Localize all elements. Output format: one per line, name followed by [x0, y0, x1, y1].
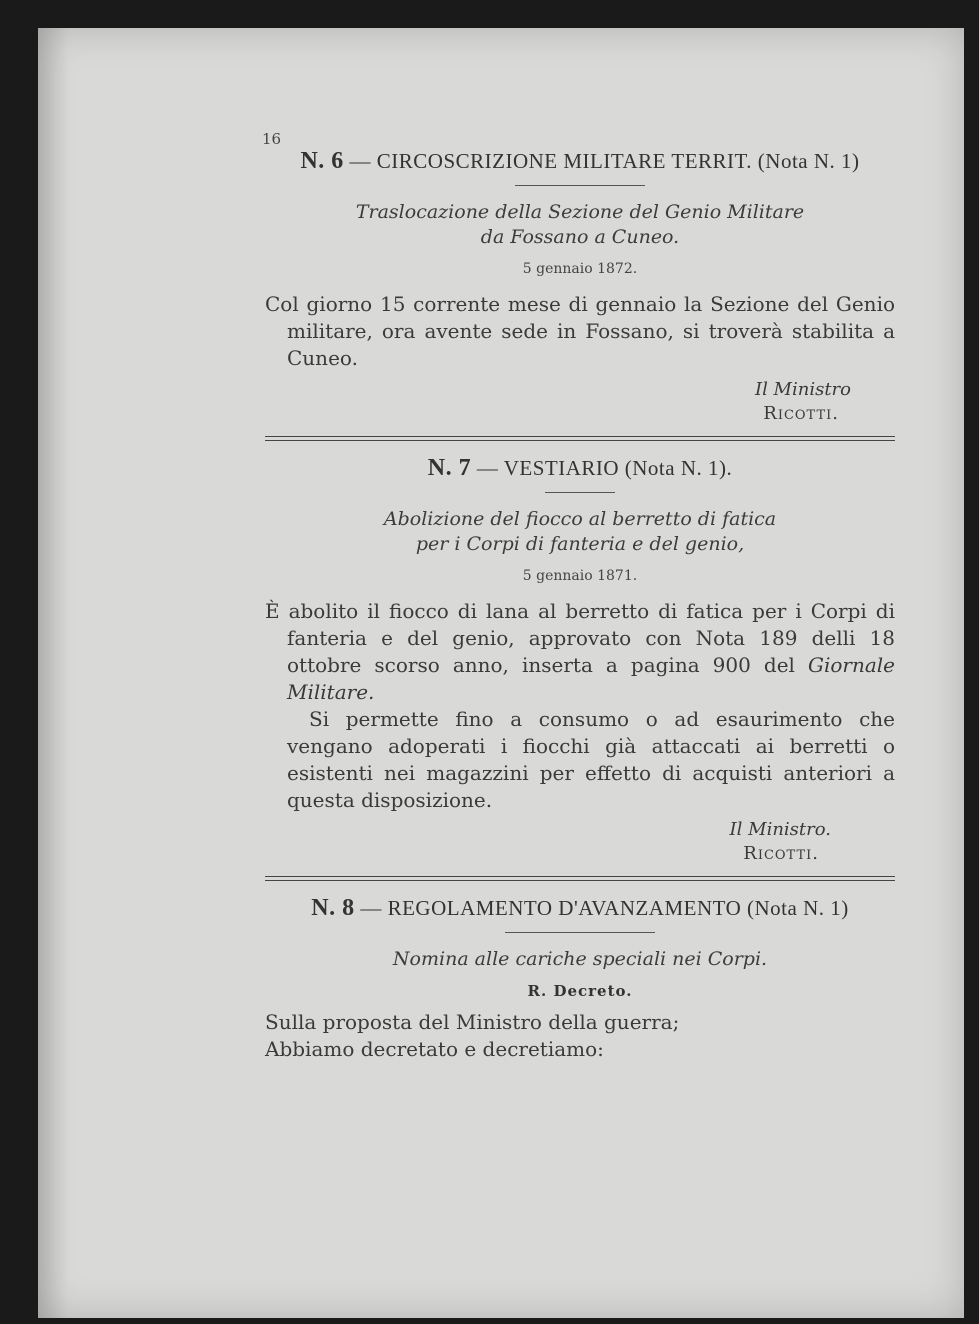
section-7-sign-role: Il Ministro.	[729, 819, 831, 840]
section-7-subtitle-1: Abolizione del fiocco al berretto di fatica	[383, 508, 777, 530]
section-7-number: N. 7	[427, 455, 472, 481]
page-number: 16	[262, 130, 282, 148]
section-8-number: N. 8	[311, 895, 355, 921]
section-8-line-2: Abbiamo decretato e decretiamo:	[265, 1037, 604, 1061]
section-6-signature	[265, 378, 895, 426]
section-8-heading	[265, 895, 895, 922]
section-6-title: — CIRCOSCRIZIONE MILITARE TERRIT. (Nota N. 1)	[349, 149, 860, 173]
short-rule	[515, 185, 645, 186]
section-8-subtitle: Nomina alle cariche speciali nei Corpi.	[392, 948, 768, 970]
section-7-body-1	[265, 598, 895, 706]
section-7-title: — VESTIARIO (Nota N. 1).	[476, 456, 733, 480]
document-body	[265, 130, 895, 1063]
section-6-number: N. 6	[300, 148, 344, 174]
section-6-sign-name: Ricotti.	[763, 403, 839, 424]
short-rule	[545, 492, 615, 493]
section-6-body: Col giorno 15 corrente mese di gennaio la Sezione del Genio militare, ora avente sede in Fossano, si troverà stabilita a Cuneo.	[265, 292, 895, 370]
section-8-title: — REGOLAMENTO D'AVANZAMENTO (Nota N. 1)	[360, 896, 849, 920]
section-6-subtitle-1: Traslocazione della Sezione del Genio Militare	[355, 201, 805, 223]
double-rule	[265, 436, 895, 441]
section-7-signature	[265, 818, 895, 866]
section-7-heading	[265, 455, 895, 482]
section-7-subtitle-2: per i Corpi di fanteria e del genio,	[415, 533, 745, 555]
section-7-body-2: Si permette fino a consumo o ad esaurimento che vengano adoperati i fiocchi già attaccati ai berretti o esistenti nei magazzini per effetto di acquisti anteriori a questa disposizione.	[287, 707, 895, 812]
short-rule	[505, 932, 655, 933]
section-6-sign-role: Il Ministro	[754, 379, 851, 400]
section-7-date: 5 gennaio 1871.	[522, 568, 638, 584]
section-6-heading	[265, 148, 895, 175]
section-6-date: 5 gennaio 1872.	[522, 261, 638, 277]
section-8-line-1: Sulla proposta del Ministro della guerra;	[265, 1010, 680, 1034]
section-8-decree: R. Decreto.	[527, 982, 633, 1000]
section-7-body-1-text: È abolito il fiocco di lana al berretto di fatica per i Corpi di fanteria e del genio, approvato con Nota 189 delli 18 ottobre scorso anno, inserta a pagina 900 del	[265, 599, 895, 677]
section-6-subtitle-2: da Fossano a Cuneo.	[480, 226, 680, 248]
section-7-sign-name: Ricotti.	[743, 843, 819, 864]
double-rule	[265, 876, 895, 881]
section-7-body-1-italic: Giornale Militare.	[287, 653, 895, 704]
